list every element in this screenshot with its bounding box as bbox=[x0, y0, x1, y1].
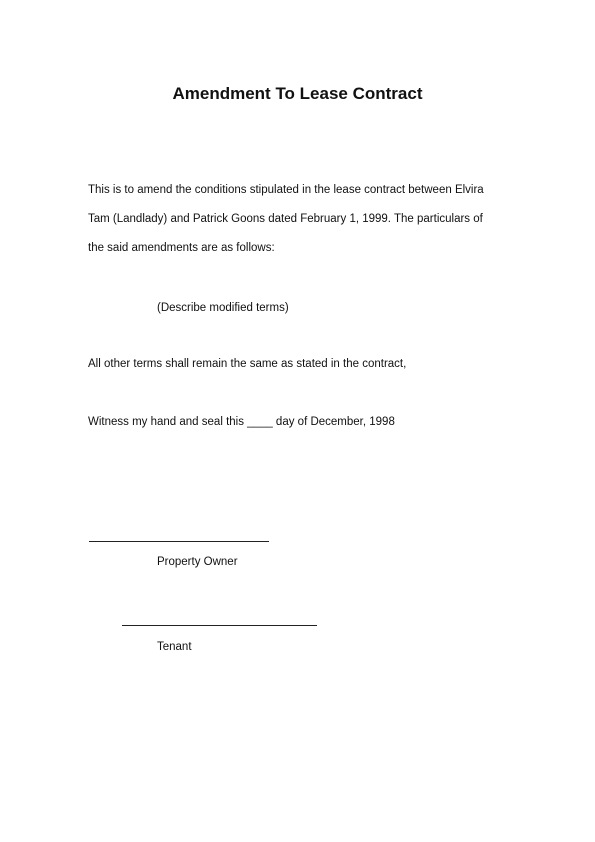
modified-terms-placeholder: (Describe modified terms) bbox=[157, 302, 289, 314]
tenant-signature-label: Tenant bbox=[157, 641, 192, 653]
document-title: Amendment To Lease Contract bbox=[172, 84, 423, 103]
intro-paragraph bbox=[88, 176, 508, 263]
witness-clause: Witness my hand and seal this ____ day of December, 1998 bbox=[88, 416, 395, 428]
owner-signature-label: Property Owner bbox=[157, 556, 238, 568]
owner-signature-line bbox=[89, 541, 269, 542]
intro-line-3: the said amendments are as follows: bbox=[88, 242, 275, 254]
other-terms-statement: All other terms shall remain the same as stated in the contract, bbox=[88, 358, 407, 370]
intro-line-2: Tam (Landlady) and Patrick Goons dated February 1, 1999. The particulars of bbox=[88, 213, 483, 225]
intro-line-1: This is to amend the conditions stipulated in the lease contract between Elvira bbox=[88, 184, 484, 196]
tenant-signature-line bbox=[122, 625, 317, 626]
